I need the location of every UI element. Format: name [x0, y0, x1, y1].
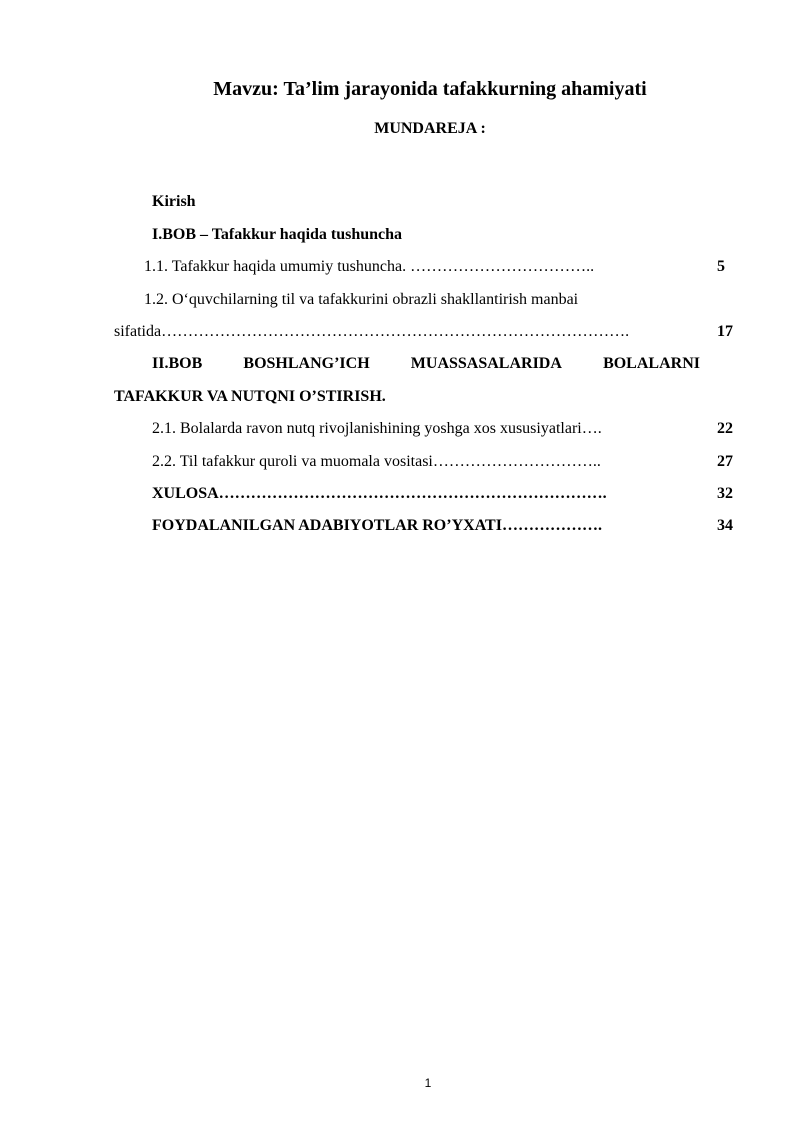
toc-chapter-2-word: BOLALARNI [603, 355, 700, 372]
toc-item-2-1: 2.1. Bolalarda ravon nutq rivojlanishining yoshga xos xususiyatlari…. [152, 420, 602, 437]
toc-chapter-2-word: MUASSASALARIDA [410, 355, 562, 372]
toc-conclusion-page: 32 [717, 485, 733, 502]
toc-item-2-2-page: 27 [717, 453, 733, 470]
toc-references-page: 34 [717, 517, 733, 534]
toc-chapter-2-line1 [152, 353, 700, 375]
toc-intro: Kirish [152, 193, 196, 210]
toc-chapter-2-line2: TAFAKKUR VA NUTQNI O’STIRISH. [114, 388, 386, 405]
toc-item-1-2-line2: sifatida……………………………………………………………………………. [114, 323, 630, 340]
toc-item-2-1-page: 22 [717, 420, 733, 437]
toc-chapter-2-word: II.BOB [152, 355, 203, 372]
toc-chapter-1: I.BOB – Tafakkur haqida tushuncha [152, 226, 403, 243]
toc-heading: MUNDAREJA : [374, 120, 486, 137]
toc-item-1-1: 1.1. Tafakkur haqida umumiy tushuncha. …………………………….. [144, 258, 595, 275]
toc-chapter-2-word: BOSHLANG’ICH [243, 355, 370, 372]
toc-item-1-2-page: 17 [717, 323, 733, 340]
toc-references: FOYDALANILGAN ADABIYOTLAR RO’YXATI………………. [152, 517, 602, 534]
toc-item-2-2: 2.2. Til tafakkur quroli va muomala vositasi………………………….. [152, 453, 601, 470]
toc-conclusion: XULOSA………………………………………………………………. [152, 485, 607, 502]
page-number: 1 [424, 1076, 432, 1090]
document-title: Mavzu: Ta’lim jarayonida tafakkurning ahamiyati [213, 78, 647, 100]
toc-item-1-1-page: 5 [717, 258, 725, 275]
toc-item-1-2-line1: 1.2. O‘quvchilarning til va tafakkurini obrazli shakllantirish manbai [144, 291, 579, 308]
